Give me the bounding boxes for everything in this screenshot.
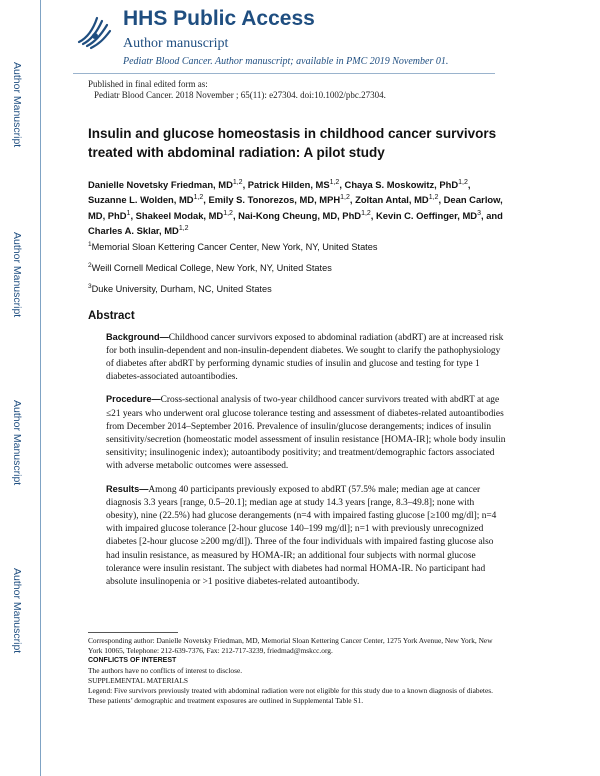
affiliation bbox=[88, 239, 508, 253]
side-label: Author Manuscript bbox=[11, 62, 23, 148]
author-name: Suzanne L. Wolden, MD bbox=[88, 194, 194, 206]
author-affiliation-marker: 1,2 bbox=[232, 179, 243, 186]
side-label: Author Manuscript bbox=[11, 568, 23, 654]
footnote-rule bbox=[88, 632, 178, 633]
side-label: Author Manuscript bbox=[11, 400, 23, 486]
affiliation-text: Duke University, Durham, NC, United States bbox=[91, 284, 272, 295]
affiliation-text: Weill Cornell Medical College, New York, NY, United States bbox=[91, 263, 332, 274]
author-affiliation-marker: 1,2 bbox=[223, 209, 233, 217]
author-name: Danielle Novetsky Friedman, MD bbox=[88, 179, 233, 191]
author-name: Chaya S. Moskowitz, PhD bbox=[344, 179, 459, 191]
affiliation-number: 2 bbox=[88, 262, 92, 270]
author-name: Dean Carlow, MD, PhD bbox=[88, 194, 503, 221]
author-name: Kevin C. Oeffinger, MD bbox=[376, 209, 478, 221]
author-separator: , bbox=[438, 194, 444, 206]
author-affiliation-marker: 1,2 bbox=[458, 179, 468, 186]
affiliation-number: 1 bbox=[88, 241, 92, 249]
author-separator: , and bbox=[480, 209, 503, 221]
author-affiliation-marker: 1,2 bbox=[329, 179, 340, 186]
article-body bbox=[88, 124, 508, 598]
author-separator: , bbox=[130, 209, 136, 221]
author-name: Patrick Hilden, MS bbox=[247, 179, 330, 191]
author-name: Zoltan Antal, MD bbox=[355, 194, 429, 206]
abstract-section bbox=[106, 393, 508, 473]
hhs-eagle-logo-icon bbox=[73, 12, 113, 52]
author-affiliation-marker: 1,2 bbox=[340, 194, 350, 202]
author-separator: , bbox=[370, 209, 377, 221]
author-name: Nai-Kong Cheung, MD, PhD bbox=[238, 209, 362, 221]
author-affiliation-marker: 1 bbox=[126, 209, 131, 217]
supplemental-heading: SUPPLEMENTAL MATERIALS bbox=[88, 676, 188, 685]
abstract-section bbox=[106, 483, 508, 590]
author-separator: , bbox=[349, 194, 356, 206]
author-affiliation-marker: 1,2 bbox=[178, 224, 189, 232]
abstract-section-text: Childhood cancer survivors exposed to abdominal radiation (abdRT) are at increased risk for both insulin-dependent and non-insulin-dependent diabetes. We sought to clarify the pathophysiology of diabetes after abdRT by performing dynamic studies of insulin and glucose and testing for type 1 diabetes-associated autoantibodies. bbox=[106, 332, 504, 383]
journal-availability: Pediatr Blood Cancer. Author manuscript; available in PMC 2019 November 01. bbox=[123, 56, 449, 67]
abstract-heading: Abstract bbox=[88, 309, 135, 322]
published-note bbox=[88, 79, 386, 101]
margin-rule bbox=[40, 0, 41, 776]
author-name: Charles A. Sklar, MD bbox=[88, 225, 179, 237]
manuscript-type: Author manuscript bbox=[123, 36, 229, 51]
author-separator: , bbox=[467, 179, 471, 191]
affiliation bbox=[88, 260, 508, 274]
abstract-section-label: Procedure— bbox=[106, 394, 161, 405]
author-name: Emily S. Tonorezos, MD, MPH bbox=[208, 194, 341, 206]
footnotes bbox=[88, 636, 508, 706]
author-list bbox=[88, 176, 508, 237]
conflict-text: The authors have no conflicts of interest to disclose. bbox=[88, 666, 243, 675]
abstract-section-text: Cross-sectional analysis of two-year childhood cancer survivors treated with abdRT at age ≤21 years who underwent oral glucose tolerance testing and assessment of diabetes-related autoantibodies from December 2014–September 2016. Prevalence of insulin/glucose derangements; indices of insulin sensitivity/secretion (homeostatic model assessment of insulin resistance [HOMA-IR]; whole body insulin sensitivity; insulinogenic index); autoantibody positivity; and treatment/demographic factors associated with adverse metabolic outcomes were assessed. bbox=[106, 395, 506, 472]
author-separator: , bbox=[242, 179, 248, 191]
supplemental-text: Legend: Five survivors previously treated with abdominal radiation were not eligible for this study due to a known diagnosis of diabetes. These patients’ demographic and treatment exposures are outlined in Supplemental Table S1. bbox=[88, 686, 493, 705]
author-affiliation-marker: 3 bbox=[477, 209, 481, 217]
abstract-section-text: Among 40 participants previously exposed to abdRT (57.5% male; median age at cancer diagnosis 3.3 years [range, 0.5–20.1]; median age at study 14.3 years [range, 8.3–49.8]; none with obesity), nine (22.5%) had glucose derangements (n=4 with impaired fasting glucose [≥100 mg/dl]; n=4 with impaired glucose tolerance [2-hour glucose 140–199 mg/dl]; n=1 with previously unrecognized diabetes [2-hour glucose ≥200 mg/dl]). Three of the four individuals with impaired fasting glucose also had insulin resistance, as measured by HOMA-IR; an additional four subjects with normal glucose tolerance were insulin resistant. The subject with diabetes had normal HOMA-IR. No participant had absolute insulinopenia or >1 positive diabetes-related autoantibody. bbox=[106, 484, 497, 587]
abstract-section-label: Results— bbox=[106, 483, 149, 494]
affiliation-list bbox=[88, 239, 508, 295]
article-title: Insulin and glucose homeostasis in childhood cancer survivors treated with abdominal radiation: A pilot study bbox=[88, 126, 497, 160]
repository-title: HHS Public Access bbox=[123, 7, 315, 30]
author-separator: , bbox=[232, 209, 239, 221]
author-separator: , bbox=[339, 179, 345, 191]
author-separator: , bbox=[203, 194, 209, 206]
author-affiliation-marker: 1,2 bbox=[193, 194, 204, 202]
author-name: Shakeel Modak, MD bbox=[135, 209, 224, 221]
side-label: Author Manuscript bbox=[11, 232, 23, 318]
abstract-section-label: Background— bbox=[106, 331, 169, 342]
header-rule bbox=[73, 73, 495, 74]
author-affiliation-marker: 1,2 bbox=[361, 209, 371, 217]
published-line: Published in final edited form as: bbox=[88, 79, 208, 89]
published-ref: Pediatr Blood Cancer. 2018 November ; 65(11): e27304. doi:10.1002/pbc.27304. bbox=[94, 90, 386, 100]
author-affiliation-marker: 1,2 bbox=[428, 194, 439, 202]
abstract bbox=[88, 331, 508, 590]
corresponding-author: Corresponding author: Danielle Novetsky Friedman, MD, Memorial Sloan Kettering Cancer Center, 1275 York Avenue, New York, New York 10065, Telephone: 212-639-7376, Fax: 212-717-3239, friedmad@mskcc.org. bbox=[88, 636, 493, 655]
affiliation-text: Memorial Sloan Kettering Cancer Center, New York, NY, United States bbox=[91, 242, 378, 253]
affiliation-number: 3 bbox=[88, 283, 92, 291]
margin-strip bbox=[0, 0, 60, 776]
conflict-heading: CONFLICTS OF INTEREST bbox=[88, 657, 177, 664]
abstract-section bbox=[106, 331, 508, 385]
affiliation bbox=[88, 281, 508, 295]
